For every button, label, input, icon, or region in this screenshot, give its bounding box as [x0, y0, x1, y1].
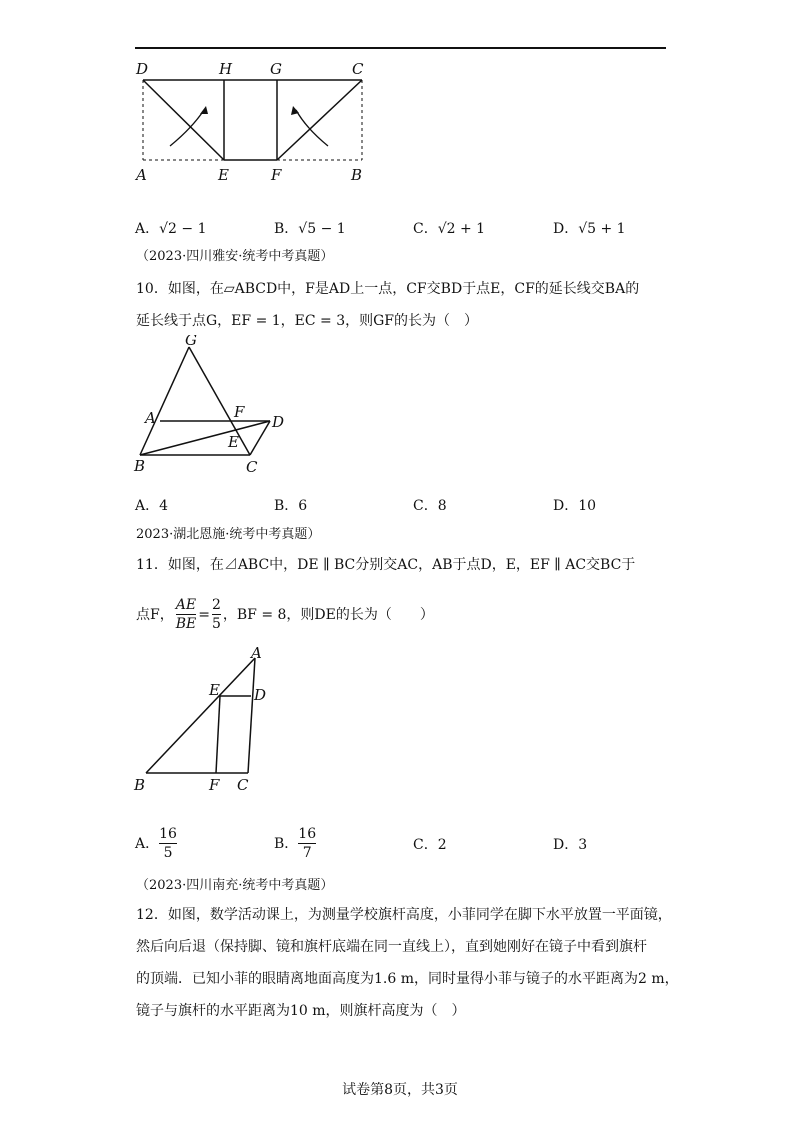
- fig2-label-F: F: [234, 403, 245, 421]
- fig1-label-H: H: [219, 60, 233, 78]
- figure-parallelogram: [130, 335, 300, 480]
- q12-stem-line2: 然后向后退（保持脚、镜和旗杆底端在同一直线上），直到她刚好在镜子中看到旗杆: [136, 939, 647, 955]
- fig2-label-D: D: [272, 413, 285, 431]
- q11-choice-a-num: 16: [159, 826, 177, 842]
- q10-source: （2023·四川雅安·统考中考真题）: [136, 249, 334, 264]
- q11-source: 2023·湖北恩施·统考中考真题）: [136, 527, 321, 542]
- fig2-label-E: E: [228, 433, 239, 451]
- q12-stem-line4: 镜子与旗杆的水平距离为10 m，则旗杆高度为（ ）: [136, 1003, 466, 1019]
- figure-folding-rectangle: [130, 58, 380, 188]
- q10-choice-d[interactable]: D．10: [553, 498, 597, 514]
- q11-choice-a[interactable]: [135, 826, 177, 861]
- fig2-label-B: B: [134, 457, 146, 475]
- q12-stem-line3: 的顶端．已知小菲的眼睛离地面高度为1.6 m，同时量得小菲与镜子的水平距离为2 m，: [136, 971, 679, 987]
- fig3-label-D: D: [254, 686, 267, 704]
- q11-choice-a-prefix: A．: [135, 835, 160, 852]
- q11-choice-b-den: 7: [302, 845, 312, 861]
- q11-stem-line2: [136, 597, 434, 632]
- page-footer: 试卷第8页，共3页: [342, 1082, 458, 1098]
- q11-choice-b-prefix: B．: [274, 835, 299, 852]
- q9-choice-c[interactable]: C．√2 + 1: [413, 221, 486, 237]
- fig2-label-A: A: [145, 409, 156, 427]
- q11-choice-a-den: 5: [163, 845, 173, 861]
- q11-fraction-2-5: [212, 597, 221, 632]
- fig2-label-G: G: [185, 335, 197, 349]
- q10-stem-line1: 10．如图，在▱ABCD中，F是AD上一点，CF交BD于点E，CF的延长线交BA的: [136, 281, 640, 297]
- fig1-label-B: B: [351, 166, 363, 184]
- fig1-label-A: A: [136, 166, 147, 184]
- fig2-label-C: C: [246, 458, 258, 476]
- fig3-label-C: C: [237, 776, 249, 794]
- header-rule: [135, 47, 666, 49]
- q10-choice-b[interactable]: B．6: [274, 498, 308, 514]
- q11-choice-b[interactable]: [274, 826, 316, 861]
- fig3-label-B: B: [134, 776, 146, 794]
- q12-source: （2023·四川南充·统考中考真题）: [136, 878, 334, 893]
- fig1-label-E: E: [218, 166, 229, 184]
- q10-stem-line2: 延长线于点G，EF = 1，EC = 3，则GF的长为（ ）: [136, 313, 479, 329]
- q11-equals: =: [198, 606, 210, 623]
- fig3-label-F: F: [209, 776, 220, 794]
- figure-triangle: [130, 640, 280, 800]
- q9-choice-d[interactable]: D．√5 + 1: [553, 221, 626, 237]
- q11-frac-right-num: 2: [211, 597, 221, 613]
- fig3-label-A: A: [251, 644, 262, 662]
- fig1-label-G: G: [270, 60, 282, 78]
- q11-stem-line2-suffix: ，BF = 8，则DE的长为（ ）: [222, 606, 434, 623]
- q10-choice-c[interactable]: C．8: [413, 498, 447, 514]
- q11-stem-line1: 11．如图，在⊿ABC中，DE ∥ BC分别交AC，AB于点D，E，EF ∥ AC交BC于: [136, 557, 636, 573]
- q11-choice-b-num: 16: [298, 826, 317, 842]
- q9-choice-b[interactable]: B．√5 − 1: [274, 221, 346, 237]
- q11-frac-left-num: AE: [175, 597, 197, 613]
- fig1-label-F: F: [271, 166, 282, 184]
- fig1-label-D: D: [136, 60, 149, 78]
- q11-frac-right-den: 5: [211, 616, 221, 632]
- q11-frac-left-den: BE: [175, 616, 197, 632]
- q9-choice-a[interactable]: A．√2 − 1: [135, 221, 207, 237]
- q11-fraction-ae-be: [176, 597, 197, 632]
- q11-choice-c[interactable]: C．2: [413, 837, 447, 853]
- fig3-label-E: E: [209, 681, 220, 699]
- q12-stem-line1: 12．如图，数学活动课上，为测量学校旗杆高度，小菲同学在脚下水平放置一平面镜，: [136, 907, 672, 923]
- fig1-label-C: C: [352, 60, 364, 78]
- q11-choice-d[interactable]: D．3: [553, 837, 588, 853]
- q10-choice-a[interactable]: A．4: [135, 498, 169, 514]
- q11-stem-line2-prefix: 点F，: [136, 606, 174, 623]
